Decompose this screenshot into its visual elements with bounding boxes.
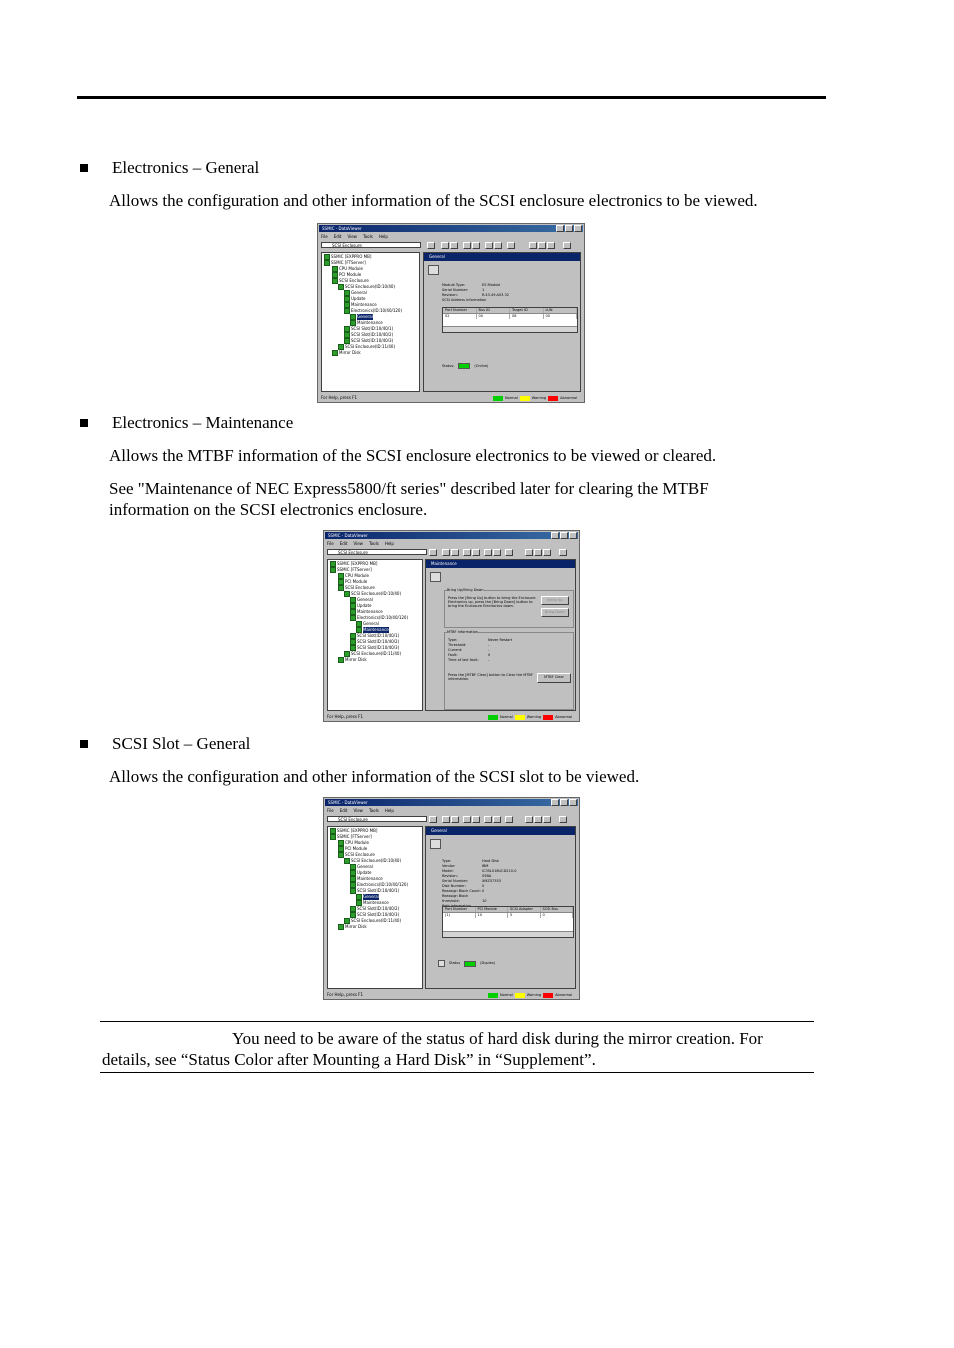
toolbar [327,815,576,824]
tree-item[interactable]: SSMIC [FTServer] [330,567,420,573]
section-heading: Electronics – Maintenance [112,413,294,432]
status-legend: Normal Warning Abnormal [488,992,572,999]
mtbf-group: MTBF Information Type: Never Restart Threshold: - Current: - Fault: 0 Time of last fault: - Press the [MTBF Clear] button to Clear the MTBF information. MTBF Clear [444,632,574,710]
tree-item[interactable]: General [330,597,420,603]
tree-item[interactable]: SCSI Slot(ID:10/40/1) [330,633,420,639]
toolbar-button[interactable] [547,242,555,249]
window-titlebar: SSMIC - DataViewer [325,532,578,539]
toolbar-button[interactable] [451,816,459,823]
status-icon [438,960,445,967]
screenshot-scsi-slot-general [323,797,580,1000]
toolbar-button[interactable] [494,242,502,249]
status-row: Status (Duplex) [438,960,495,967]
menu-bar [321,234,388,239]
toolbar-button[interactable] [451,549,459,556]
tree-item[interactable]: Update [330,870,420,876]
menu-help[interactable]: Help [384,541,394,546]
note-box [100,1021,814,1073]
toolbar-button[interactable] [493,816,501,823]
tree-view[interactable] [327,559,423,711]
tree-item[interactable]: SCSI Slot(ID:10/40/2) [324,332,417,338]
field-list: Type: Hard Disk Vendor: IBM Model: IC35L018UCD210-0 Revision: S5BA Serial Number: XMZ57353 Disk Number: 0 Reassign Block Count:0 Reassign Block threshold: 10 [442,859,517,903]
tree-item[interactable]: Electronics(ID:10/40/120) [330,882,420,888]
status-row: Status: (Online) [442,363,489,368]
toolbar-button[interactable] [529,242,537,249]
toolbar-button[interactable] [441,242,449,249]
header-rule [77,96,826,99]
tree-item[interactable]: Update [330,603,420,609]
properties-icon[interactable] [430,572,441,582]
toolbar-button[interactable] [472,549,480,556]
menu-edit[interactable]: Edit [339,808,348,813]
tree-item[interactable]: Maintenance [330,627,420,633]
window-controls [556,225,582,232]
properties-icon[interactable] [428,265,439,275]
component-combo[interactable]: SCSI Enclosure [327,549,427,555]
toolbar-button[interactable] [472,242,480,249]
tree-item[interactable]: SCSI Enclosure(ID:10/40) [324,284,417,290]
bring-up-button[interactable]: Bring Up [541,596,569,605]
tree-item[interactable]: Maintenance [330,900,420,906]
menu-bar [327,541,394,546]
field-list: Module Type: ES Module Serial Number: 1 Revision: R.43.49.A03.32 SCSI Address Information [442,283,509,302]
tree-item[interactable]: SCSI Slot(ID:10/40/1) [330,888,420,894]
toolbar-button[interactable] [534,549,542,556]
menu-tools[interactable]: Tools [368,541,379,546]
toolbar-button[interactable] [427,242,435,249]
tree-item[interactable]: General [330,864,420,870]
bullet-marker [80,164,88,172]
tree-item[interactable]: SCSI Slot(ID:10/40/3) [324,338,417,344]
pane-title: General [426,827,575,835]
window-controls [551,799,577,806]
toolbar-button[interactable] [429,816,437,823]
screenshot-electronics-maintenance [323,530,580,722]
tree-item[interactable]: SCSI Enclosure(ID:11/40) [330,918,420,924]
toolbar-button[interactable] [442,816,450,823]
tree-item[interactable]: SCSI Slot(ID:10/40/3) [330,912,420,918]
tree-item[interactable]: SCSI Enclosure(ID:11/40) [330,651,420,657]
tree-item[interactable]: PCI Module [330,846,420,852]
pane-title: General [424,253,580,261]
tree-item[interactable]: SCSI Enclosure [330,852,420,858]
menu-edit[interactable]: Edit [339,541,348,546]
tree-item[interactable]: CPU Module [324,266,417,272]
menu-bar [327,808,394,813]
tree-item[interactable]: SCSI Slot(ID:10/40/1) [324,326,417,332]
menu-view[interactable]: View [347,234,357,239]
tree-item[interactable]: Mirror Disk [330,924,420,930]
tree-item[interactable]: SCSI Enclosure(ID:10/40) [330,858,420,864]
tree-item[interactable]: SCSI Slot(ID:10/40/2) [330,906,420,912]
toolbar-button[interactable] [442,549,450,556]
window-titlebar: SSMIC - DataViewer [325,799,578,806]
tree-item[interactable]: SSMIC [EXPPRO MB] [324,254,417,260]
help-icon[interactable] [563,242,571,249]
tree-item[interactable]: SCSI Enclosure [324,278,417,284]
bullet-marker [80,419,88,427]
toolbar-button[interactable] [484,549,492,556]
tree-item[interactable]: Maintenance [330,876,420,882]
toolbar-button[interactable] [543,549,551,556]
status-legend: Normal Warning Abnormal [488,714,572,721]
horizontal-scrollbar[interactable] [443,326,577,332]
toolbar-button[interactable] [505,816,513,823]
tree-item[interactable]: CPU Module [330,573,420,579]
menu-help[interactable]: Help [384,808,394,813]
toolbar-button[interactable] [472,816,480,823]
tree-item[interactable]: Maintenance [330,609,420,615]
status-bar: For Help, press F1 Normal Warning Abnormal [327,714,572,719]
toolbar-button[interactable] [525,816,533,823]
tree-item[interactable]: CPU Module [330,840,420,846]
menu-tools[interactable]: Tools [368,808,379,813]
status-bar: For Help, press F1 Normal Warning Abnormal [327,992,572,997]
tree-item[interactable]: Electronics(ID:10/40/120) [324,308,417,314]
section-paragraph: Allows the MTBF information of the SCSI enclosure electronics to be viewed or cleared. [109,446,717,465]
tree-item[interactable]: SSMIC [EXPPRO MB] [330,561,420,567]
tree-item[interactable]: SCSI Slot(ID:10/40/3) [330,645,420,651]
section-paragraph: Allows the configuration and other information of the SCSI enclosure electronics to be viewed. [109,191,758,210]
toolbar-button[interactable] [534,816,542,823]
toolbar-button[interactable] [429,549,437,556]
toolbar-button[interactable] [450,242,458,249]
address-grid[interactable]: Port Number Bus ID Target ID LUN 02 00 08 00 [442,307,578,333]
tree-item[interactable]: Mirror Disk [330,657,420,663]
component-combo[interactable]: SCSI Enclosure [321,242,421,248]
menu-view[interactable]: View [353,808,363,813]
tree-item[interactable]: SSMIC [EXPPRO MB] [330,828,420,834]
menu-help[interactable]: Help [378,234,388,239]
tree-item[interactable]: SSMIC [FTServer] [324,260,417,266]
toolbar-button[interactable] [505,549,513,556]
tree-item[interactable]: Update [324,296,417,302]
toolbar-button[interactable] [493,549,501,556]
section-paragraph: Allows the configuration and other information of the SCSI slot to be viewed. [109,767,640,786]
toolbar-button[interactable] [485,242,493,249]
toolbar [327,548,576,557]
detail-pane [425,826,576,989]
toolbar-button[interactable] [463,549,471,556]
section-heading: SCSI Slot – General [112,734,251,753]
window-controls [551,532,577,539]
status-led-icon [464,961,476,967]
mtbf-clear-button[interactable]: MTBF Clear [537,673,571,683]
menu-view[interactable]: View [353,541,363,546]
tree-item[interactable]: General [324,290,417,296]
pane-title: Maintenance [426,560,575,568]
mtbf-fields: Type: Never Restart Threshold: - Current: - Fault: 0 Time of last fault: - [448,638,513,662]
tree-item[interactable]: General [324,314,417,320]
toolbar-button[interactable] [525,549,533,556]
status-led-icon [458,363,470,369]
detail-pane [425,559,576,711]
tree-item[interactable]: Maintenance [324,320,417,326]
tree-item[interactable]: General [330,621,420,627]
bring-up-down-group: Bring Up/Bring Down Press the [Bring Up] button to bring the Enclosure Electronics up, press the [Bring Down] button to bring the Enclosure Electronics down. Bring Up Bring Down [444,590,574,628]
toolbar-button[interactable] [463,242,471,249]
status-bar: For Help, press F1 Normal Warning Abnormal [321,395,577,400]
menu-file[interactable]: File [327,541,334,546]
tree-item[interactable]: SCSI Enclosure [330,585,420,591]
component-combo[interactable]: SCSI Enclosure [327,816,427,822]
tree-item[interactable]: General [330,894,420,900]
bullet-marker [80,740,88,748]
tree-item[interactable]: Electronics(ID:10/40/120) [330,615,420,621]
note-text: You need to be aware of the status of hard disk during the mirror creation. For details, see “Status Color after Mounting a Hard Disk” in “Supplement”. [102,1029,763,1069]
toolbar-button[interactable] [484,816,492,823]
tree-item[interactable]: PCI Module [330,579,420,585]
toolbar-button[interactable] [543,816,551,823]
help-icon[interactable] [559,816,567,823]
tree-item[interactable]: SCSI Enclosure(ID:11/40) [324,344,417,350]
tree-item[interactable]: SCSI Slot(ID:10/40/2) [330,639,420,645]
menu-tools[interactable]: Tools [362,234,373,239]
help-icon[interactable] [559,549,567,556]
bring-down-button[interactable]: Bring Down [541,608,569,617]
tree-item[interactable]: SCSI Enclosure(ID:10/40) [330,591,420,597]
menu-file[interactable]: File [321,234,328,239]
toolbar-button[interactable] [507,242,515,249]
section-heading: Electronics – General [112,158,260,177]
window-titlebar: SSMIC - DataViewer [319,225,583,232]
section-paragraph: See "Maintenance of NEC Express5800/ft series" described later for clearing the MTBF information on the SCSI electronics enclosure. [109,479,709,519]
toolbar-button[interactable] [463,816,471,823]
tree-item[interactable]: SSMIC [FTServer] [330,834,420,840]
status-legend: Normal Warning Abnormal [493,395,577,402]
screenshot-electronics-general [317,223,585,403]
tree-item[interactable]: Mirror Disk [324,350,417,356]
tree-item[interactable]: Maintenance [324,302,417,308]
horizontal-scrollbar[interactable] [443,931,573,937]
detail-pane [423,252,581,392]
menu-file[interactable]: File [327,808,334,813]
menu-edit[interactable]: Edit [333,234,342,239]
toolbar [321,241,581,250]
tree-item[interactable]: PCI Module [324,272,417,278]
tree-view[interactable] [321,252,420,392]
toolbar-button[interactable] [538,242,546,249]
tree-view[interactable] [327,826,423,989]
path-grid[interactable]: Port Number PCI Module SCSI Adapter SCSI Bus (1) 10 5 0 [442,906,574,938]
properties-icon[interactable] [430,839,441,849]
